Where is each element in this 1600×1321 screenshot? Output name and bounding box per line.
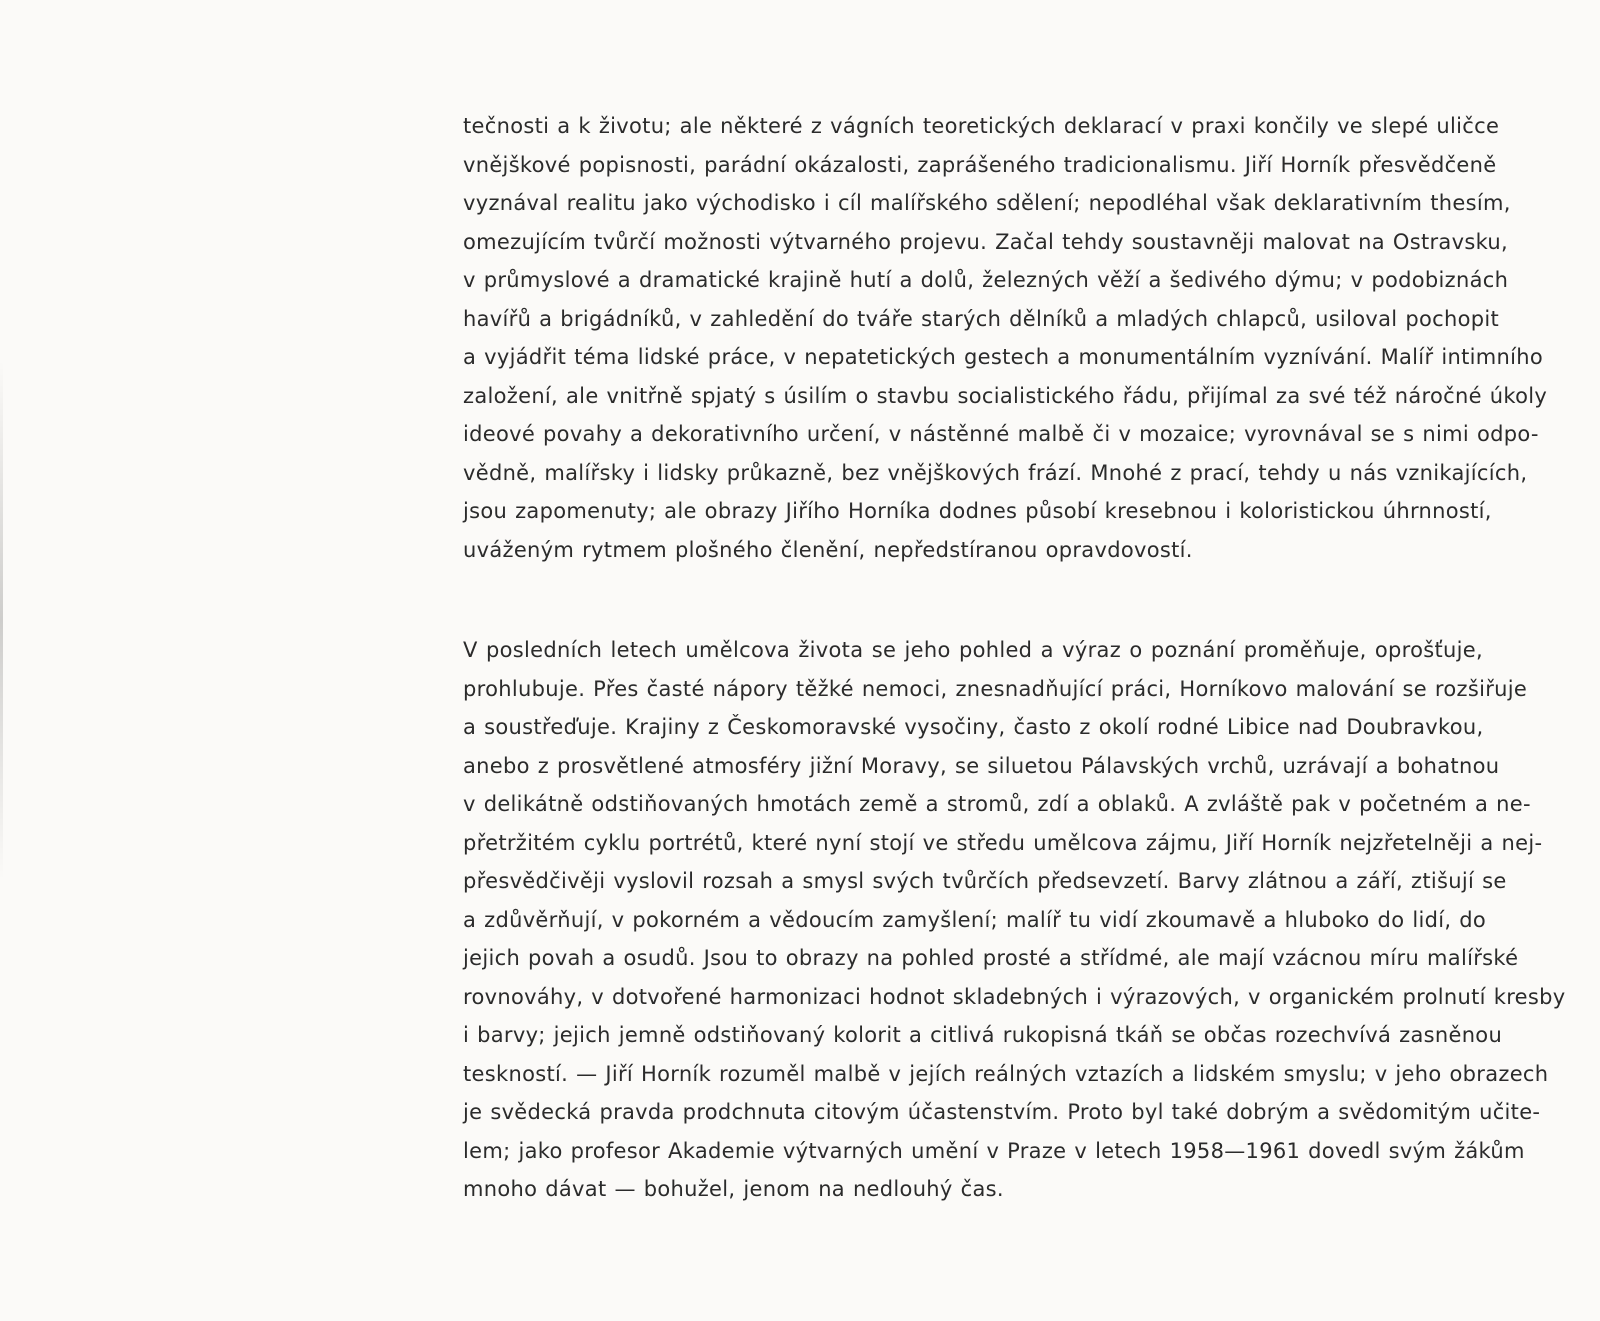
text-line: vyznával realitu jako východisko i cíl malířského sdělení; nepodléhal však deklarativním thesím, bbox=[463, 191, 1511, 215]
page-edge-shadow bbox=[0, 360, 3, 880]
text-line: přetržitém cyklu portrétů, které nyní stojí ve středu umělcova zájmu, Jiří Horník nejzřetelněji a nej- bbox=[463, 830, 1543, 855]
text-line: omezujícím tvůrčí možnosti výtvarného projevu. Začal tehdy soustavněji malovat na Ostravsku, bbox=[463, 229, 1508, 254]
text-line: rovnováhy, v dotvořené harmonizaci hodnot skladebných i výrazových, v organickém prolnutí kresby bbox=[463, 984, 1566, 1009]
text-line: a vyjádřit téma lidské práce, v nepatetických gestech a monumentálním vyznívání. Malíř intimního bbox=[463, 345, 1544, 369]
text-line: mnoho dávat — bohužel, jenom na nedlouhý čas. bbox=[463, 1177, 1004, 1201]
text-line: jsou zapomenuty; ale obrazy Jiřího Horníka dodnes působí kresebnou i koloristickou úhrnností, bbox=[463, 499, 1492, 523]
text-line: lem; jako profesor Akademie výtvarných umění v Praze v letech 1958—1961 dovedl svým žákům bbox=[463, 1138, 1525, 1163]
paragraph-1 bbox=[463, 107, 1548, 569]
text-line: i barvy; jejich jemně odstiňovaný kolorit a citlivá rukopisná tkáň se občas rozechvívá zasněnou bbox=[463, 1023, 1503, 1047]
text-line: havířů a brigádníků, v zahledění do tváře starých dělníků a mladých chlapců, usiloval pochopit bbox=[463, 306, 1500, 331]
text-line: uváženým rytmem plošného členění, nepředstíranou opravdovostí. bbox=[463, 537, 1193, 562]
text-line: ideové povahy a dekorativního určení, v nástěnné malbě či v mozaice; vyrovnával se s nimi odpo- bbox=[463, 422, 1539, 446]
text-line: a zdůvěrňují, v pokorném a vědoucím zamyšlení; malíř tu vidí zkoumavě a hluboko do lidí, do bbox=[463, 907, 1487, 932]
text-line: přesvědčivěji vyslovil rozsah a smysl svých tvůrčích předsevzetí. Barvy zlátnou a září, ztišují se bbox=[463, 869, 1507, 893]
text-line: založení, ale vnitřně spjatý s úsilím o stavbu socialistického řádu, přijímal za své též náročné úkoly bbox=[463, 383, 1548, 408]
text-line: je svědecká pravda prodchnuta citovým účastenstvím. Proto byl také dobrým a svědomitým učite- bbox=[463, 1100, 1541, 1124]
text-line: v průmyslové a dramatické krajině hutí a dolů, železných věží a šedivého dýmu; v podobiznách bbox=[463, 268, 1509, 292]
text-line: a soustřeďuje. Krajiny z Českomoravské vysočiny, často z okolí rodné Libice nad Doubravkou, bbox=[463, 715, 1484, 739]
paragraph-2 bbox=[463, 631, 1566, 1209]
text-line: prohlubuje. Přes časté nápory těžké nemoci, znesnadňující práci, Horníkovo malování se rozšiřuje bbox=[463, 676, 1528, 701]
text-line: vědně, malířsky i lidsky průkazně, bez vnějškových frází. Mnohé z prací, tehdy u nás vznikajících, bbox=[463, 460, 1528, 485]
text-line: anebo z prosvětlené atmosféry jižní Moravy, se siluetou Pálavských vrchů, uzrávají a bohatnou bbox=[463, 753, 1500, 778]
text-line: jejich povah a osudů. Jsou to obrazy na pohled prosté a střídmé, ale mají vzácnou míru malířské bbox=[463, 946, 1519, 970]
text-line: v delikátně odstiňovaných hmotách země a stromů, zdí a oblaků. A zvláště pak v početném a ne- bbox=[463, 792, 1531, 816]
text-line: V posledních letech umělcova života se jeho pohled a výraz o poznání proměňuje, oprošťuje, bbox=[463, 638, 1483, 662]
text-line: teskností. — Jiří Horník rozuměl malbě v jejích reálných vztazích a lidském smyslu; v jeho obrazech bbox=[463, 1061, 1549, 1086]
text-line: vnějškové popisnosti, parádní okázalosti, zaprášeného tradicionalismu. Jiří Horník přesvědčeně bbox=[463, 152, 1497, 177]
text-line: tečnosti a k životu; ale některé z vágních teoretických deklarací v praxi končily ve slepé uličce bbox=[463, 114, 1500, 138]
